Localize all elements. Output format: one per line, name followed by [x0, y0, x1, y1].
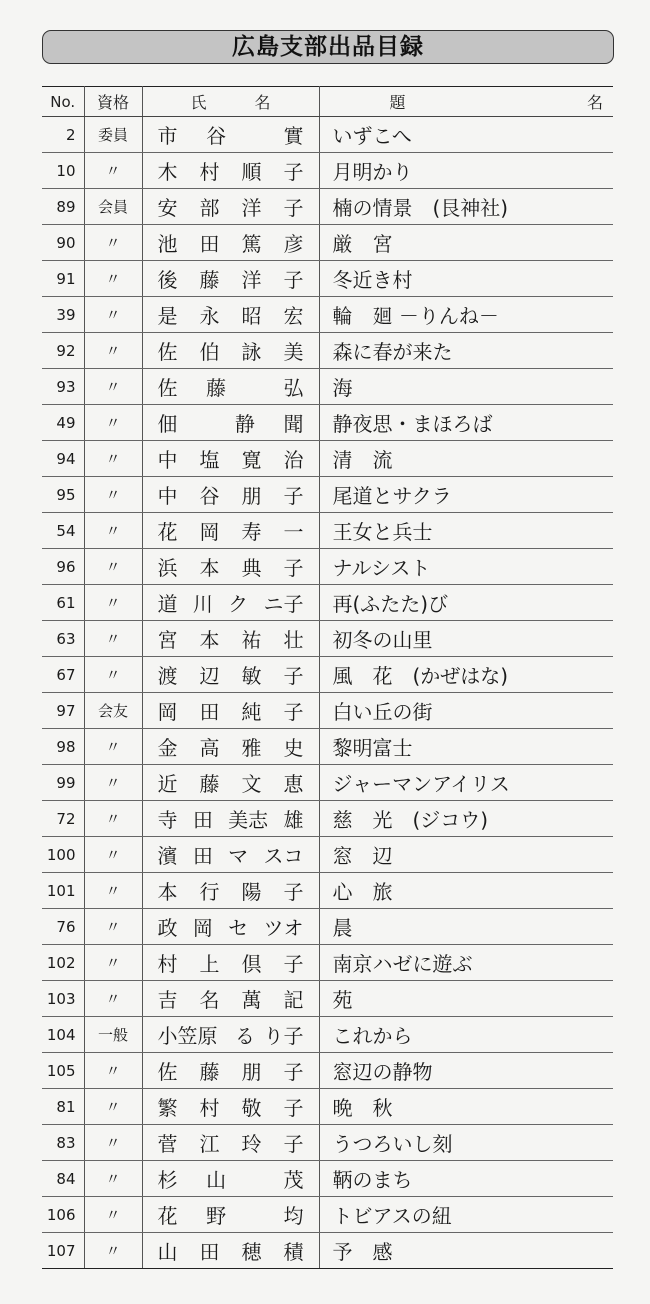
- artist-name: [142, 657, 319, 693]
- artist-name: [142, 549, 319, 585]
- artist-name-part: 藤: [199, 772, 220, 796]
- entry-number: 90: [42, 225, 84, 261]
- entry-number: 106: [42, 1197, 84, 1233]
- artist-name: [142, 1089, 319, 1125]
- work-title: 窓辺の静物: [319, 1053, 613, 1089]
- work-title: 厳 宮: [319, 225, 613, 261]
- entry-number: 107: [42, 1233, 84, 1269]
- work-title: 王女と兵士: [319, 513, 613, 549]
- table-row: [42, 621, 613, 657]
- artist-name-part: 子: [283, 268, 304, 292]
- artist-name-part: 恵: [283, 772, 304, 796]
- artist-name-part: 浜: [157, 556, 178, 580]
- entry-number: 92: [42, 333, 84, 369]
- entry-number: 100: [42, 837, 84, 873]
- artist-name-part: 名: [199, 988, 220, 1012]
- artist-name-part: 田: [192, 844, 213, 868]
- artist-name-part: 田: [199, 1240, 220, 1264]
- entry-rank: 〃: [84, 1161, 142, 1197]
- entry-rank: 〃: [84, 297, 142, 333]
- artist-name-part: 敬: [241, 1096, 262, 1120]
- table-row: [42, 369, 613, 405]
- artist-name-part: 子: [283, 484, 304, 508]
- artist-name-part: 道: [157, 592, 178, 616]
- artist-name-part: 美: [283, 340, 304, 364]
- entry-rank: 〃: [84, 1053, 142, 1089]
- artist-name-part: 穂: [241, 1240, 262, 1264]
- artist-name: [142, 1125, 319, 1161]
- work-title: 初冬の山里: [319, 621, 613, 657]
- entry-number: 101: [42, 873, 84, 909]
- table-row: [42, 477, 613, 513]
- artist-name-part: 宏: [283, 304, 304, 328]
- entry-rank: 〃: [84, 909, 142, 945]
- artist-name-part: 藤: [206, 376, 227, 400]
- entry-number: 91: [42, 261, 84, 297]
- table-row: [42, 153, 613, 189]
- artist-name: [142, 333, 319, 369]
- artist-name-part: 壮: [283, 628, 304, 652]
- entry-number: 98: [42, 729, 84, 765]
- artist-name-part: 雅: [241, 736, 262, 760]
- table-row: [42, 333, 613, 369]
- artist-name-part: 昭: [241, 304, 262, 328]
- artist-name-part: 中: [157, 484, 178, 508]
- artist-name-part: 子: [283, 1060, 304, 1084]
- artist-name-part: 本: [199, 556, 220, 580]
- artist-name-part: 安: [157, 196, 178, 220]
- artist-name-part: 伯: [199, 340, 220, 364]
- artist-name-part: 宮: [157, 628, 178, 652]
- table-row: [42, 585, 613, 621]
- artist-name-part: 岡: [192, 916, 213, 940]
- catalog-title: 広島支部出品目録: [232, 33, 424, 60]
- artist-name: [142, 189, 319, 225]
- work-title: 黎明富士: [319, 729, 613, 765]
- artist-name-part: ニ子: [263, 592, 304, 616]
- work-title: ナルシスト: [319, 549, 613, 585]
- artist-name-part: 田: [199, 232, 220, 256]
- table-header: [42, 87, 613, 117]
- header-rank: 資格: [84, 87, 142, 117]
- artist-name-part: 谷: [199, 484, 220, 508]
- artist-name-part: 近: [157, 772, 178, 796]
- work-title: 楠の情景 (艮神社): [319, 189, 613, 225]
- table-row: [42, 693, 613, 729]
- artist-name-part: 市: [157, 124, 178, 148]
- artist-name-part: る: [234, 1024, 255, 1048]
- artist-name: [142, 621, 319, 657]
- artist-name-part: 玲: [241, 1132, 262, 1156]
- artist-name-part: 後: [157, 268, 178, 292]
- artist-name-part: 子: [283, 700, 304, 724]
- table-row: [42, 1089, 613, 1125]
- table-row: [42, 261, 613, 297]
- entry-number: 103: [42, 981, 84, 1017]
- artist-name-part: 記: [283, 988, 304, 1012]
- entry-number: 10: [42, 153, 84, 189]
- artist-name-part: 倶: [241, 952, 262, 976]
- artist-name: [142, 297, 319, 333]
- entry-number: 84: [42, 1161, 84, 1197]
- table-row: [42, 513, 613, 549]
- header-title-part: 題: [389, 93, 406, 112]
- artist-name-part: 藤: [199, 268, 220, 292]
- entry-rank: 〃: [84, 549, 142, 585]
- artist-name-part: 村: [199, 1096, 220, 1120]
- artist-name-part: 辺: [199, 664, 220, 688]
- artist-name-part: 陽: [241, 880, 262, 904]
- artist-name-part: 菅: [157, 1132, 178, 1156]
- entry-rank: 〃: [84, 261, 142, 297]
- artist-name-part: 敏: [241, 664, 262, 688]
- artist-name-part: 本: [199, 628, 220, 652]
- artist-name-part: 彦: [283, 232, 304, 256]
- work-title: 海: [319, 369, 613, 405]
- table-row: [42, 1161, 613, 1197]
- entry-rank: 委員: [84, 117, 142, 153]
- artist-name: [142, 441, 319, 477]
- artist-name-part: 本: [157, 880, 178, 904]
- artist-name: [142, 225, 319, 261]
- artist-name: [142, 945, 319, 981]
- artist-name-part: 佐: [157, 340, 178, 364]
- entry-rank: 〃: [84, 441, 142, 477]
- entry-rank: 〃: [84, 801, 142, 837]
- header-name-part: 氏: [190, 93, 207, 112]
- artist-name-part: 積: [283, 1240, 304, 1264]
- artist-name-part: 是: [157, 304, 178, 328]
- artist-name-part: 濱: [157, 844, 178, 868]
- artist-name-part: 佐: [157, 376, 178, 400]
- entry-rank: 〃: [84, 477, 142, 513]
- artist-name-part: 永: [199, 304, 220, 328]
- artist-name-part: 寛: [241, 448, 262, 472]
- artist-name-part: 静: [234, 412, 255, 436]
- entry-rank: 〃: [84, 1197, 142, 1233]
- entry-number: 2: [42, 117, 84, 153]
- artist-name-part: ツオ: [263, 916, 304, 940]
- artist-name: [142, 153, 319, 189]
- artist-name-part: 小笠原: [157, 1024, 218, 1048]
- table-row: [42, 405, 613, 441]
- entry-number: 99: [42, 765, 84, 801]
- artist-name-part: 篤: [241, 232, 262, 256]
- artist-name-part: 行: [199, 880, 220, 904]
- header-title: [319, 87, 613, 117]
- table-body: [42, 117, 613, 1269]
- artist-name: [142, 729, 319, 765]
- artist-name-part: 子: [283, 556, 304, 580]
- entry-number: 93: [42, 369, 84, 405]
- table-row: [42, 441, 613, 477]
- entry-number: 49: [42, 405, 84, 441]
- artist-name-part: 野: [206, 1204, 227, 1228]
- entry-number: 39: [42, 297, 84, 333]
- artist-name-part: 花: [157, 520, 178, 544]
- artist-name-part: 萬: [241, 988, 262, 1012]
- artist-name: [142, 117, 319, 153]
- artist-name: [142, 1197, 319, 1233]
- table-row: [42, 549, 613, 585]
- entry-rank: 会員: [84, 189, 142, 225]
- artist-name-part: 朋: [241, 484, 262, 508]
- work-title: これから: [319, 1017, 613, 1053]
- artist-name-part: 中: [157, 448, 178, 472]
- entry-number: 94: [42, 441, 84, 477]
- work-title: 輪 廻 －りんね－: [319, 297, 613, 333]
- entry-number: 89: [42, 189, 84, 225]
- artist-name-part: マ: [228, 844, 249, 868]
- entry-number: 63: [42, 621, 84, 657]
- artist-name-part: 渡: [157, 664, 178, 688]
- artist-name-part: 佐: [157, 1060, 178, 1084]
- work-title: トビアスの紐: [319, 1197, 613, 1233]
- table-row: [42, 1017, 613, 1053]
- header-row: [42, 87, 613, 117]
- artist-name-part: 雄: [283, 808, 304, 832]
- entry-rank: 〃: [84, 585, 142, 621]
- artist-name-part: 繁: [157, 1096, 178, 1120]
- work-title: 晩 秋: [319, 1089, 613, 1125]
- artist-name-part: 岡: [199, 520, 220, 544]
- work-title: 森に春が来た: [319, 333, 613, 369]
- artist-name-part: 詠: [241, 340, 262, 364]
- artist-name-part: 一: [283, 520, 304, 544]
- entry-rank: 〃: [84, 153, 142, 189]
- artist-name-part: 吉: [157, 988, 178, 1012]
- artist-name: [142, 981, 319, 1017]
- entry-number: 81: [42, 1089, 84, 1125]
- entry-rank: 〃: [84, 981, 142, 1017]
- artist-name-part: 子: [283, 1096, 304, 1120]
- artist-name: [142, 801, 319, 837]
- artist-name: [142, 693, 319, 729]
- work-title: 苑: [319, 981, 613, 1017]
- entry-rank: 〃: [84, 225, 142, 261]
- artist-name-part: 子: [283, 196, 304, 220]
- entry-number: 102: [42, 945, 84, 981]
- table-row: [42, 1053, 613, 1089]
- work-title: 静夜思・まほろば: [319, 405, 613, 441]
- table-row: [42, 837, 613, 873]
- artist-name-part: スコ: [263, 844, 304, 868]
- artist-name: [142, 261, 319, 297]
- artist-name-part: 治: [283, 448, 304, 472]
- work-title: 白い丘の街: [319, 693, 613, 729]
- header-name: [142, 87, 319, 117]
- artist-name-part: 洋: [241, 268, 262, 292]
- artist-name-part: 純: [241, 700, 262, 724]
- table-row: [42, 1233, 613, 1269]
- work-title: 慈 光 (ジコウ): [319, 801, 613, 837]
- entry-rank: 〃: [84, 1233, 142, 1269]
- work-title: うつろいし刻: [319, 1125, 613, 1161]
- artist-name-part: 山: [206, 1168, 227, 1192]
- artist-name-part: 順: [241, 160, 262, 184]
- artist-name-part: 文: [241, 772, 262, 796]
- artist-name: [142, 405, 319, 441]
- artist-name-part: 弘: [283, 376, 304, 400]
- entry-rank: 〃: [84, 873, 142, 909]
- entry-number: 54: [42, 513, 84, 549]
- artist-name-part: 朋: [241, 1060, 262, 1084]
- entry-rank: 〃: [84, 837, 142, 873]
- artist-name: [142, 765, 319, 801]
- work-title: 晨: [319, 909, 613, 945]
- work-title: 冬近き村: [319, 261, 613, 297]
- artist-name: [142, 1233, 319, 1269]
- artist-name-part: セ: [228, 916, 249, 940]
- artist-name: [142, 1017, 319, 1053]
- entry-rank: 〃: [84, 333, 142, 369]
- artist-name-part: 茂: [283, 1168, 304, 1192]
- entry-number: 83: [42, 1125, 84, 1161]
- artist-name-part: 田: [192, 808, 213, 832]
- work-title: 清 流: [319, 441, 613, 477]
- work-title: 心 旅: [319, 873, 613, 909]
- artist-name-part: 杉: [157, 1168, 178, 1192]
- artist-name: [142, 909, 319, 945]
- artist-name-part: 史: [283, 736, 304, 760]
- artist-name-part: 上: [199, 952, 220, 976]
- artist-name: [142, 477, 319, 513]
- entry-rank: 会友: [84, 693, 142, 729]
- artist-name-part: 子: [283, 952, 304, 976]
- work-title: いずこへ: [319, 117, 613, 153]
- header-name-part: 名: [254, 93, 271, 112]
- entry-rank: 〃: [84, 945, 142, 981]
- table-row: [42, 1125, 613, 1161]
- entry-rank: 〃: [84, 1089, 142, 1125]
- artist-name-part: 子: [283, 880, 304, 904]
- entry-number: 76: [42, 909, 84, 945]
- artist-name-part: 田: [199, 700, 220, 724]
- work-title: 月明かり: [319, 153, 613, 189]
- artist-name-part: 寺: [157, 808, 178, 832]
- entry-number: 72: [42, 801, 84, 837]
- artist-name: [142, 1053, 319, 1089]
- artist-name-part: 金: [157, 736, 178, 760]
- table-row: [42, 1197, 613, 1233]
- entry-rank: 〃: [84, 621, 142, 657]
- artist-name-part: 塩: [199, 448, 220, 472]
- artist-name-part: 村: [199, 160, 220, 184]
- entry-number: 95: [42, 477, 84, 513]
- artist-name-part: 典: [241, 556, 262, 580]
- artist-name-part: 美志: [228, 808, 269, 832]
- header-no: No.: [42, 87, 84, 117]
- work-title: 再(ふたた)び: [319, 585, 613, 621]
- entry-number: 105: [42, 1053, 84, 1089]
- artist-name: [142, 585, 319, 621]
- entry-rank: 一般: [84, 1017, 142, 1053]
- artist-name: [142, 837, 319, 873]
- entry-rank: 〃: [84, 729, 142, 765]
- table-row: [42, 801, 613, 837]
- artist-name-part: 實: [283, 124, 304, 148]
- artist-name-part: 岡: [157, 700, 178, 724]
- artist-name-part: 藤: [199, 1060, 220, 1084]
- entry-number: 97: [42, 693, 84, 729]
- entry-rank: 〃: [84, 369, 142, 405]
- artist-name-part: 寿: [241, 520, 262, 544]
- artist-name-part: 谷: [206, 124, 227, 148]
- artist-name: [142, 369, 319, 405]
- entry-number: 104: [42, 1017, 84, 1053]
- artist-name-part: 部: [199, 196, 220, 220]
- table-row: [42, 873, 613, 909]
- artist-name: [142, 513, 319, 549]
- artist-name-part: 佃: [157, 412, 178, 436]
- table-row: [42, 225, 613, 261]
- entry-rank: 〃: [84, 405, 142, 441]
- table-row: [42, 981, 613, 1017]
- artist-name-part: 洋: [241, 196, 262, 220]
- work-title: 風 花 (かぜはな): [319, 657, 613, 693]
- artist-name-part: 祐: [241, 628, 262, 652]
- artist-name: [142, 1161, 319, 1197]
- work-title: 南京ハゼに遊ぶ: [319, 945, 613, 981]
- artist-name-part: ク: [228, 592, 249, 616]
- entry-rank: 〃: [84, 513, 142, 549]
- table-row: [42, 297, 613, 333]
- header-title-part: 名: [586, 93, 603, 112]
- work-title: 尾道とサクラ: [319, 477, 613, 513]
- table-row: [42, 729, 613, 765]
- entry-rank: 〃: [84, 1125, 142, 1161]
- artist-name-part: 子: [283, 1132, 304, 1156]
- entry-rank: 〃: [84, 765, 142, 801]
- catalog-title-box: [42, 30, 614, 64]
- work-title: 鞆のまち: [319, 1161, 613, 1197]
- artist-name-part: 池: [157, 232, 178, 256]
- table-row: [42, 117, 613, 153]
- artist-name-part: 子: [283, 160, 304, 184]
- artist-name-part: 高: [199, 736, 220, 760]
- table-row: [42, 945, 613, 981]
- entry-number: 96: [42, 549, 84, 585]
- artist-name: [142, 873, 319, 909]
- table-row: [42, 189, 613, 225]
- work-title: 窓 辺: [319, 837, 613, 873]
- artist-name-part: 江: [199, 1132, 220, 1156]
- artist-name-part: り子: [263, 1024, 304, 1048]
- entry-number: 67: [42, 657, 84, 693]
- artist-name-part: 政: [157, 916, 178, 940]
- artist-name-part: 花: [157, 1204, 178, 1228]
- artist-name-part: 子: [283, 664, 304, 688]
- artist-name-part: 村: [157, 952, 178, 976]
- work-title: 予 感: [319, 1233, 613, 1269]
- entry-rank: 〃: [84, 657, 142, 693]
- exhibit-table: [42, 86, 613, 1269]
- table-row: [42, 909, 613, 945]
- entry-number: 61: [42, 585, 84, 621]
- artist-name-part: 山: [157, 1240, 178, 1264]
- artist-name-part: 均: [283, 1204, 304, 1228]
- artist-name-part: 聞: [283, 412, 304, 436]
- work-title: ジャーマンアイリス: [319, 765, 613, 801]
- table-row: [42, 765, 613, 801]
- artist-name-part: 木: [157, 160, 178, 184]
- artist-name-part: 川: [192, 592, 213, 616]
- table-row: [42, 657, 613, 693]
